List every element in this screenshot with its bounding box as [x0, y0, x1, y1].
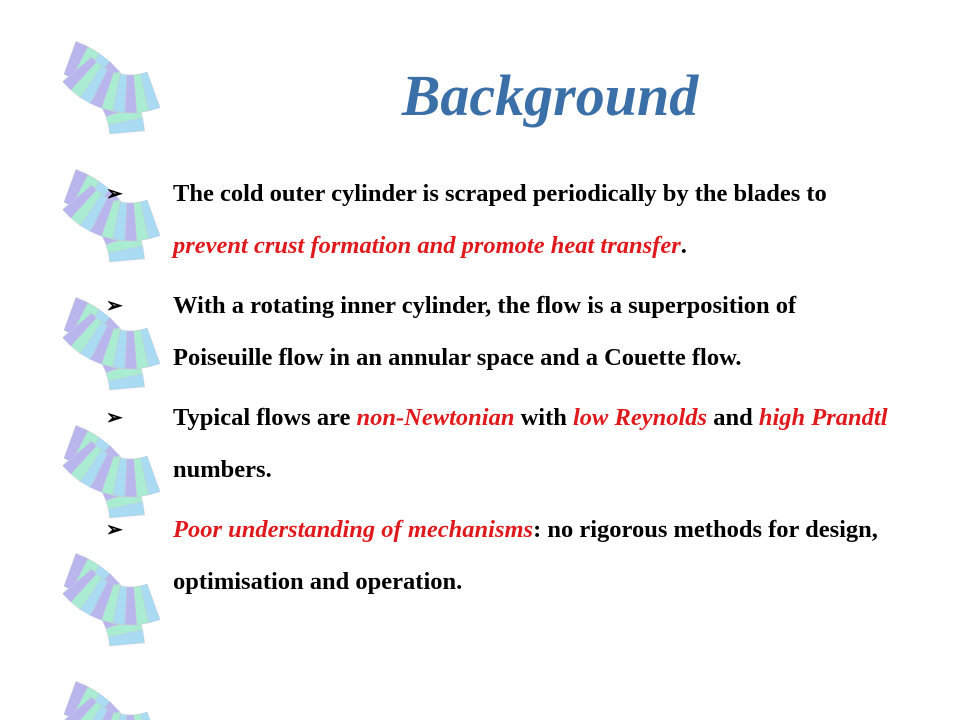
arrowhead-bullet-icon: ➢	[106, 519, 123, 541]
bullet-text: .	[680, 232, 687, 259]
bullet-text: with	[514, 404, 573, 431]
bullet-text: Typical flows are	[173, 404, 357, 431]
slide-title: Background	[401, 63, 699, 128]
bullet-text: With a rotating inner cylinder, the flow is a superposition of Poiseuille flow in an annular space and a Couette flow.	[173, 292, 797, 371]
bullet-text: : no rigorous methods for design, optimisation and operation.	[173, 516, 878, 595]
highlighted-text: high Prandtl	[758, 404, 888, 431]
arrowhead-bullet-icon: ➢	[106, 295, 123, 317]
highlighted-text: low Reynolds	[573, 404, 708, 431]
bullet-text: and	[707, 404, 759, 431]
highlighted-text: Poor understanding of mechanisms	[173, 516, 534, 543]
bullet-list	[100, 168, 900, 616]
bullet-item	[100, 504, 900, 608]
bullet-item	[100, 280, 900, 384]
bullet-item	[100, 168, 900, 272]
bullet-text: The cold outer cylinder is scraped periodically by the blades to	[173, 180, 827, 207]
bullet-item	[100, 392, 900, 496]
highlighted-text: prevent crust formation and promote heat transfer	[173, 232, 681, 259]
arrowhead-bullet-icon: ➢	[106, 407, 123, 429]
highlighted-text: non-Newtonian	[356, 404, 515, 431]
bullet-text: numbers.	[173, 456, 272, 483]
arrowhead-bullet-icon: ➢	[106, 183, 123, 205]
